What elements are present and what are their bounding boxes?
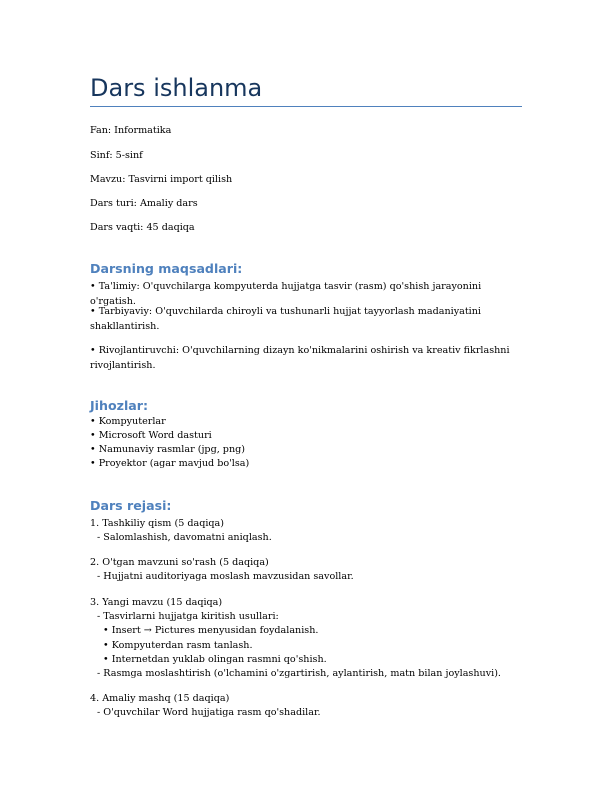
goal-item-educational: • Ta'limiy: O'quvchilarga kompyuterda hujjatga tasvir (rasm) qo'shish jarayonini o'rgatish. — [90, 281, 482, 307]
plan-step-title: 1. Tashkiliy qism (5 daqiqa) — [90, 518, 225, 529]
plan-step-line: - Rasmga moslashtirish (o'lchamini o'zgartirish, aylantirish, matn bilan joylashuvi). — [97, 668, 501, 679]
equipment-item: • Proyektor (agar mavjud bo'lsa) — [90, 458, 250, 469]
equipment-heading: Jihozlar: — [90, 398, 149, 413]
goal-item-developmental: • Rivojlantiruvchi: O'quvchilarning dizayn ko'nikmalarini oshirish va kreativ fikrlashni rivojlantirish. — [90, 345, 510, 371]
goals-heading: Darsning maqsadlari: — [90, 261, 243, 276]
equipment-item: • Namunaviy rasmlar (jpg, png) — [90, 444, 246, 455]
title-underline — [90, 106, 522, 107]
meta-lesson-type: Dars turi: Amaliy dars — [90, 198, 198, 209]
meta-grade: Sinf: 5-sinf — [90, 150, 143, 161]
plan-step-subitem: • Kompyuterdan rasm tanlash. — [103, 640, 253, 651]
plan-step-line: - O'quvchilar Word hujjatiga rasm qo'shadilar. — [97, 707, 321, 718]
plan-step-title: 2. O'tgan mavzuni so'rash (5 daqiqa) — [90, 557, 269, 568]
plan-step-title: 4. Amaliy mashq (15 daqiqa) — [90, 693, 230, 704]
plan-step-line: - Tasvirlarni hujjatga kiritish usullari: — [97, 611, 279, 622]
plan-step-title: 3. Yangi mavzu (15 daqiqa) — [90, 597, 223, 608]
document-title: Dars ishlanma — [90, 74, 263, 102]
equipment-item: • Microsoft Word dasturi — [90, 430, 212, 441]
plan-step-subitem: • Insert → Pictures menyusidan foydalanish. — [103, 625, 319, 636]
plan-step-line: - Salomlashish, davomatni aniqlash. — [97, 532, 272, 543]
plan-step-line: - Hujjatni auditoriyaga moslash mavzusidan savollar. — [97, 571, 354, 582]
plan-step-subitem: • Internetdan yuklab olingan rasmni qo'shish. — [103, 654, 327, 665]
meta-subject: Fan: Informatika — [90, 125, 172, 136]
meta-topic: Mavzu: Tasvirni import qilish — [90, 174, 233, 185]
equipment-item: • Kompyuterlar — [90, 416, 166, 427]
plan-heading: Dars rejasi: — [90, 498, 172, 513]
goal-item-upbringing: • Tarbiyaviy: O'quvchilarda chiroyli va tushunarli hujjat tayyorlash madaniyatini shakllantirish. — [90, 306, 482, 332]
meta-duration: Dars vaqti: 45 daqiqa — [90, 222, 195, 233]
